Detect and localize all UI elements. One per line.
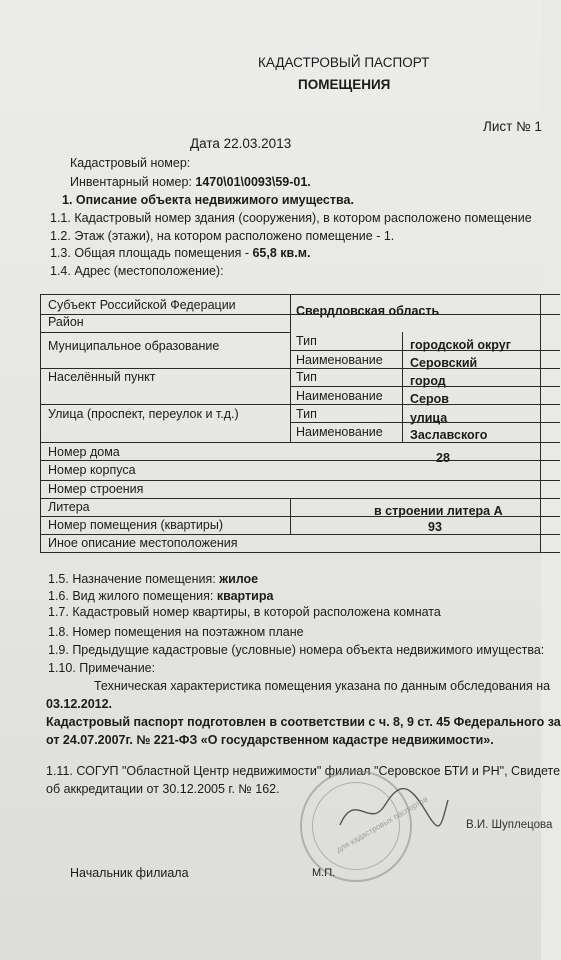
item-1-1: 1.1. Кадастровый номер здания (сооружения), в котором расположено помещение bbox=[50, 211, 532, 225]
item-1-9: 1.9. Предыдущие кадастровые (условные) номера объекта недвижимого имущества: bbox=[48, 643, 545, 657]
inventory-label: Инвентарный номер: bbox=[70, 175, 196, 189]
locality-type-value: город bbox=[410, 374, 446, 388]
item-1-2: 1.2. Этаж (этажи), на котором расположено помещение - 1. bbox=[50, 229, 395, 243]
street-name-value: Заславского bbox=[410, 428, 488, 442]
street-name-label: Наименование bbox=[296, 425, 383, 439]
signer-name: В.И. Шуплецова bbox=[466, 819, 553, 831]
house-label: Номер дома bbox=[48, 445, 120, 459]
other-description-label: Иное описание местоположения bbox=[48, 536, 238, 550]
document-title: КАДАСТРОВЫЙ ПАСПОРТ bbox=[258, 55, 430, 70]
section-1-heading: 1. Описание объекта недвижимого имущества. bbox=[62, 193, 354, 207]
document-subtitle: ПОМЕЩЕНИЯ bbox=[298, 77, 391, 92]
item-1-7: 1.7. Кадастровый номер квартиры, в которой расположена комната bbox=[48, 605, 441, 619]
area-label: 1.3. Общая площадь помещения - bbox=[50, 246, 253, 260]
passport-note-1: Кадастровый паспорт подготовлен в соответствии с ч. 8, 9 ст. 45 Федерального за bbox=[46, 715, 561, 729]
note-line-1: Техническая характеристика помещения указана по данным обследования на bbox=[94, 679, 551, 693]
signature bbox=[330, 780, 450, 840]
cadastral-number-label: Кадастровый номер: bbox=[70, 156, 191, 170]
municipality-type-label: Тип bbox=[296, 334, 317, 348]
subject-label: Субъект Российской Федерации bbox=[48, 298, 236, 312]
street-type-value: улица bbox=[410, 411, 448, 425]
building-label: Номер корпуса bbox=[48, 463, 136, 477]
passport-note-2: от 24.07.2007г. № 221-ФЗ «О государственном кадастре недвижимости». bbox=[46, 733, 494, 747]
seal-text: для кадастровых паспортов bbox=[334, 794, 430, 855]
item-1-11: 1.11. СОГУП "Областной Центр недвижимости" филиал "Серовское БТИ и РН", Свидете bbox=[46, 764, 561, 778]
type-value: квартира bbox=[216, 589, 274, 603]
street-type-label: Тип bbox=[296, 407, 317, 421]
inventory-value: 1470\01\0093\59-01. bbox=[195, 175, 311, 189]
item-1-8: 1.8. Номер помещения на поэтажном плане bbox=[48, 625, 304, 639]
locality-name-value: Серов bbox=[410, 392, 449, 406]
locality-type-label: Тип bbox=[296, 370, 317, 384]
inventory-number bbox=[70, 175, 311, 189]
type-label: 1.6. Вид жилого помещения: bbox=[48, 589, 217, 603]
district-label: Район bbox=[48, 315, 84, 329]
item-1-4: 1.4. Адрес (местоположение): bbox=[50, 264, 224, 278]
subject-value: Свердловская область bbox=[296, 304, 440, 318]
street-label: Улица (проспект, переулок и т.д.) bbox=[48, 407, 239, 421]
accreditation-line: об аккредитации от 30.12.2005 г. № 162. bbox=[46, 782, 280, 796]
document-date: Дата 22.03.2013 bbox=[190, 136, 292, 151]
structure-label: Номер строения bbox=[48, 482, 144, 496]
chief-title: Начальник филиала bbox=[70, 866, 189, 880]
house-value: 28 bbox=[436, 451, 450, 465]
litera-label: Литера bbox=[48, 500, 90, 514]
address-table bbox=[40, 294, 560, 552]
seal-place-mark: М.П. bbox=[312, 867, 336, 879]
municipality-type-value: городской округ bbox=[410, 338, 511, 352]
locality-label: Населённый пункт bbox=[48, 370, 156, 384]
item-1-5 bbox=[48, 572, 258, 586]
municipality-name-label: Наименование bbox=[296, 353, 383, 367]
note-line-2: 03.12.2012. bbox=[46, 697, 113, 711]
area-value: 65,8 кв.м. bbox=[252, 246, 311, 260]
locality-name-label: Наименование bbox=[296, 389, 383, 403]
municipality-label: Муниципальное образование bbox=[48, 339, 220, 353]
item-1-3 bbox=[50, 246, 310, 260]
litera-value: в строении литера А bbox=[374, 504, 503, 518]
item-1-6 bbox=[48, 589, 273, 603]
municipality-name-value: Серовский bbox=[410, 356, 478, 370]
sheet-number: Лист № 1 bbox=[483, 119, 542, 134]
apartment-value: 93 bbox=[428, 520, 442, 534]
purpose-label: 1.5. Назначение помещения: bbox=[48, 572, 220, 586]
purpose-value: жилое bbox=[219, 572, 259, 586]
apartment-label: Номер помещения (квартиры) bbox=[48, 518, 224, 532]
item-1-10: 1.10. Примечание: bbox=[48, 661, 156, 675]
